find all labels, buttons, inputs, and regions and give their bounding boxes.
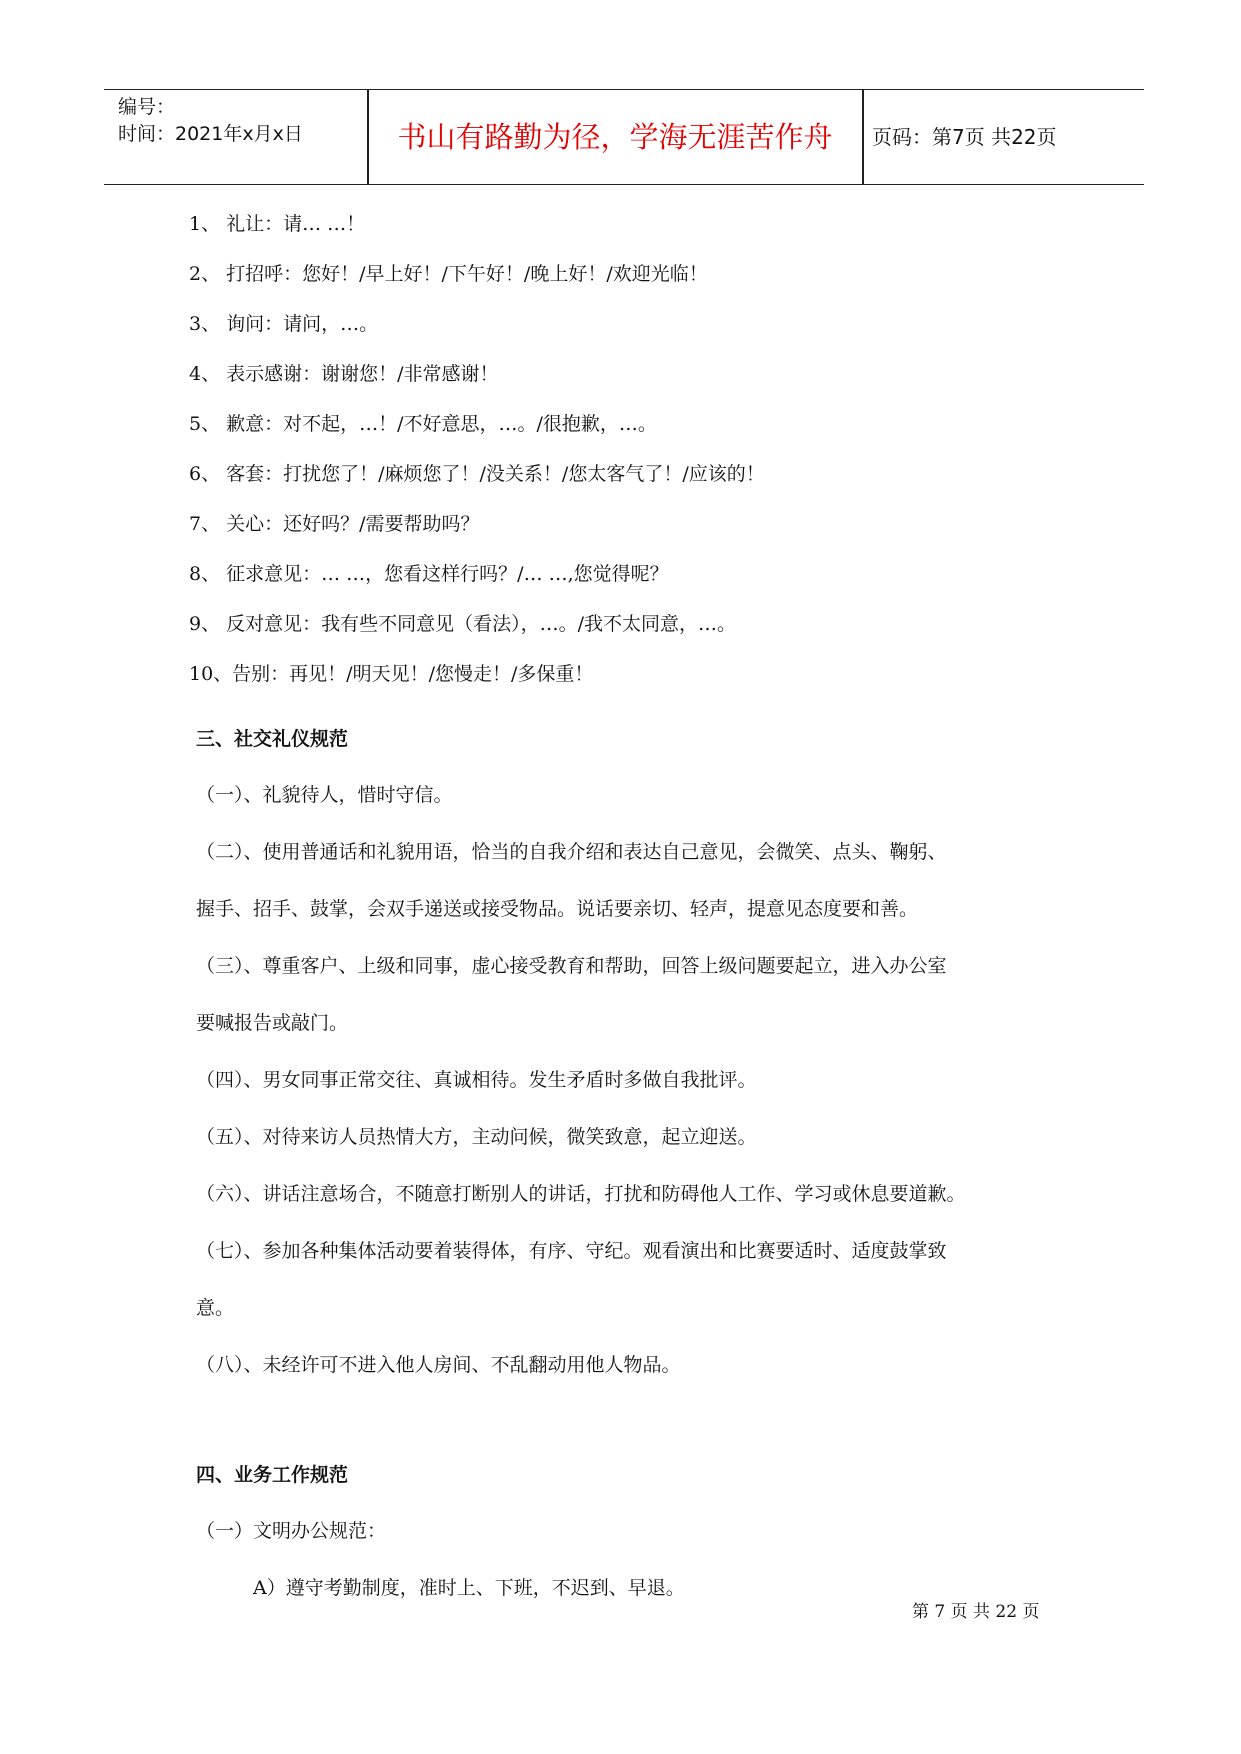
list-item: 7、 关心：还好吗？/需要帮助吗？ [189,513,480,535]
paragraph-line: （五）、对待来访人员热情大方，主动问候，微笑致意，起立迎送。 [196,1126,757,1148]
list-item: 8、 征求意见：… …，您看这样行吗？/… …,您觉得呢？ [189,563,669,585]
time-label: 时间：2021年x月x日 [118,123,303,145]
paragraph-line: 握手、招手、鼓掌，会双手递送或接受物品。说话要亲切、轻声，提意见态度要和善。 [196,898,919,920]
list-item: 3、 询问：请问，…。 [189,313,379,335]
list-item: 10、告别：再见！/明天见！/您慢走！/多保重！ [189,663,594,685]
paragraph-line: （一）、礼貌待人，惜时守信。 [196,784,453,806]
number-label: 编号： [118,96,176,118]
sub-heading-office-norms: （一）文明办公规范： [196,1520,387,1542]
paragraph-line: （二）、使用普通话和礼貌用语，恰当的自我介绍和表达自己意见，会微笑、点头、鞠躬、 [196,841,947,863]
list-item: 2、 打招呼：您好！/早上好！/下午好！/晚上好！/欢迎光临！ [189,263,708,285]
header-motto: 书山有路勤为径，学海无涯苦作舟 [397,120,833,154]
paragraph-line: （八）、未经许可不进入他人房间、不乱翻动用他人物品。 [196,1354,681,1376]
paragraph-line: （四）、男女同事正常交往、真诚相待。发生矛盾时多做自我批评。 [196,1069,757,1091]
section-heading-business-work: 四、业务工作规范 [196,1464,349,1486]
page-footer: 第 7 页 共 22 页 [912,1602,1040,1622]
list-item: 4、 表示感谢：谢谢您！/非常感谢！ [189,363,499,385]
paragraph-line: （三）、尊重客户、上级和同事，虚心接受教育和帮助，回答上级问题要起立，进入办公室 [196,955,947,977]
list-item: 5、 歉意：对不起，…！/不好意思，…。/很抱歉，…。 [189,413,657,435]
paragraph-line: （七）、参加各种集体活动要着装得体，有序、守纪。观看演出和比赛要适时、适度鼓掌致 [196,1240,947,1262]
header-meta [118,94,303,148]
paragraph-line: 要喊报告或敲门。 [196,1012,349,1034]
paragraph-line: 意。 [196,1297,235,1319]
paragraph-line: A）遵守考勤制度，准时上、下班，不迟到、早退。 [253,1577,685,1599]
header-divider-right [862,90,864,184]
header-page-code: 页码：第7页 共22页 [872,125,1057,149]
page-header [104,89,1144,185]
list-item: 9、 反对意见：我有些不同意见（看法），…。/我不太同意，…。 [189,613,737,635]
list-item: 6、 客套：打扰您了！/麻烦您了！/没关系！/您太客气了！/应该的！ [189,463,765,485]
section-heading-social-etiquette: 三、社交礼仪规范 [196,728,349,750]
paragraph-line: （六）、讲话注意场合，不随意打断别人的讲话，打扰和防碍他人工作、学习或休息要道歉。 [196,1183,966,1205]
list-item: 1、 礼让：请… …！ [189,213,366,235]
